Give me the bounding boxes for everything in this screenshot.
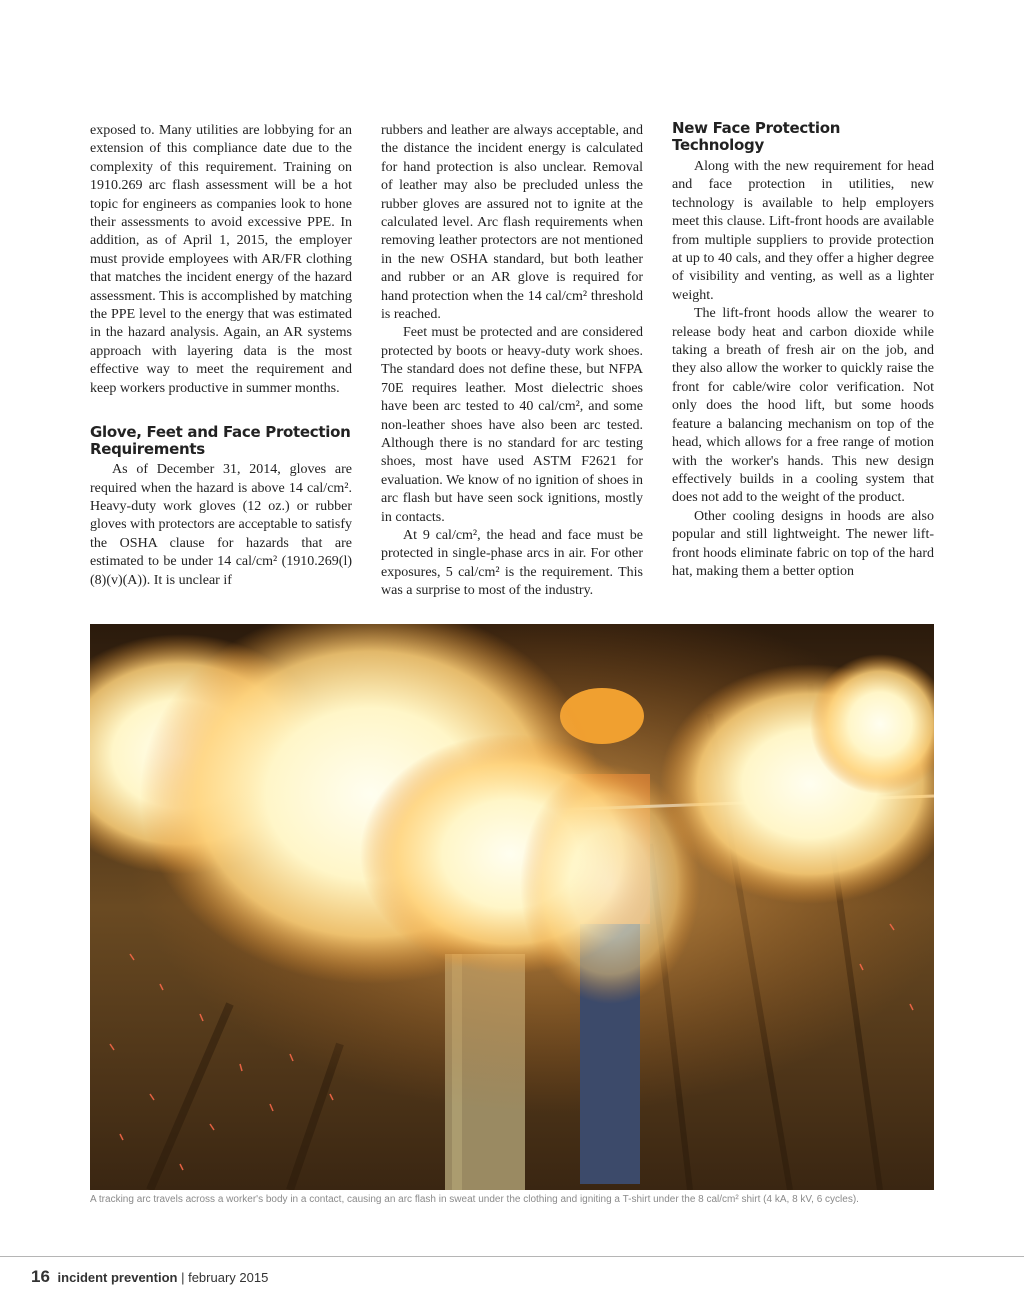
article-column-2 (381, 122, 643, 601)
article-column-1 (90, 122, 352, 590)
paragraph: The lift-front hoods allow the wearer to release body heat and carbon dioxide while taking a breath of fresh air on the job, and they also allow the worker to quickly raise the front for cable/wire color verification. Not only does the hood lift, but some hoods feature a balancing mechanism on top of the head, which allows for a free range of motion with the worker's hands. This new design effectively builds in a cooling system that does not add to the weight of the product. (672, 306, 934, 506)
section-heading-new-face-protection: New Face Protection Technology (672, 119, 841, 154)
issue-date: february 2015 (188, 1270, 269, 1285)
arc-flash-photo (90, 624, 934, 1190)
article-column-3 (672, 120, 934, 581)
section-heading-glove-feet-face: Glove, Feet and Face Protection Requirements (90, 423, 351, 459)
paragraph: Along with the new requirement for head and face protection in utilities, new technology is available to help employers meet this clause. Lift-front hoods are available from multiple suppliers to provide protection at up to 40 cals, and they offer a higher degree of visibility and venting, as well as a lighter weight. (672, 159, 934, 303)
paragraph: rubbers and leather are always acceptable, and the distance the incident energy is calculated for hand protection is also unclear. Removal of leather may also be precluded unless the rubber gloves are assured not to ignite at the calculated level. Arc flash requirements when removing leather protectors are not mentioned in the new OSHA standard, but both leather and rubber or an AR glove is required for hand protection when the 14 cal/cm² threshold is reached. (381, 123, 643, 323)
paragraph: Feet must be protected and are considered protected by boots or heavy-duty work shoes. The standard does not define these, but NFPA 70E requires leather. Most dielectric shoes have been arc tested to 40 cal/cm², and some non-leather shoes have also been arc tested. Although there is no standard for arc testing shoes, most have used ASTM F2621 for evaluation. We know of no ignition of shoes in arc flash but have seen sock ignitions, mostly in contacts. (381, 325, 643, 525)
photo-caption: A tracking arc travels across a worker's body in a contact, causing an arc flash in sweat under the clothing and igniting a T-shirt under the 8 cal/cm² shirt (4 kA, 8 kV, 6 cycles). (90, 1194, 859, 1205)
footer-divider (0, 1256, 1024, 1257)
page-footer (31, 1267, 268, 1287)
paragraph: As of December 31, 2014, gloves are required when the hazard is above 14 cal/cm². Heavy-duty work gloves (12 oz.) or rubber gloves with protectors are acceptable to satisfy the OSHA clause for hazards that are estimated to be under 14 cal/cm² (1910.269(l)(8)(v)(A)). It is unclear if (90, 462, 353, 588)
paragraph: exposed to. Many utilities are lobbying for an extension of this compliance date due to the complexity of this requirement. Training on 1910.269 arc flash assessment will be a hot topic for engineers as companies look to hone their assessments to avoid excessive PPE. In addition, as of April 1, 2015, the employer must provide employees with AR/FR clothing that matches the incident energy of the hazard assessment. This is accomplished by matching the PPE level to the energy that was estimated in the hazard analysis. Again, an AR systems approach with layering data is the most effective way to meet the requirement and keep workers productive in summer months. (90, 123, 352, 396)
paragraph: Other cooling designs in hoods are also popular and still lightweight. The newer lift-front hoods eliminate fabric on top of the hard hat, making them a better option (672, 508, 934, 579)
paragraph: At 9 cal/cm², the head and face must be protected in single-phase arcs in air. For other exposures, 5 cal/cm² is the requirement. This was a surprise to most of the industry. (381, 527, 643, 599)
page-number: 16 (31, 1267, 50, 1286)
footer-separator: | (181, 1270, 185, 1285)
publication-name: incident prevention (57, 1270, 178, 1285)
